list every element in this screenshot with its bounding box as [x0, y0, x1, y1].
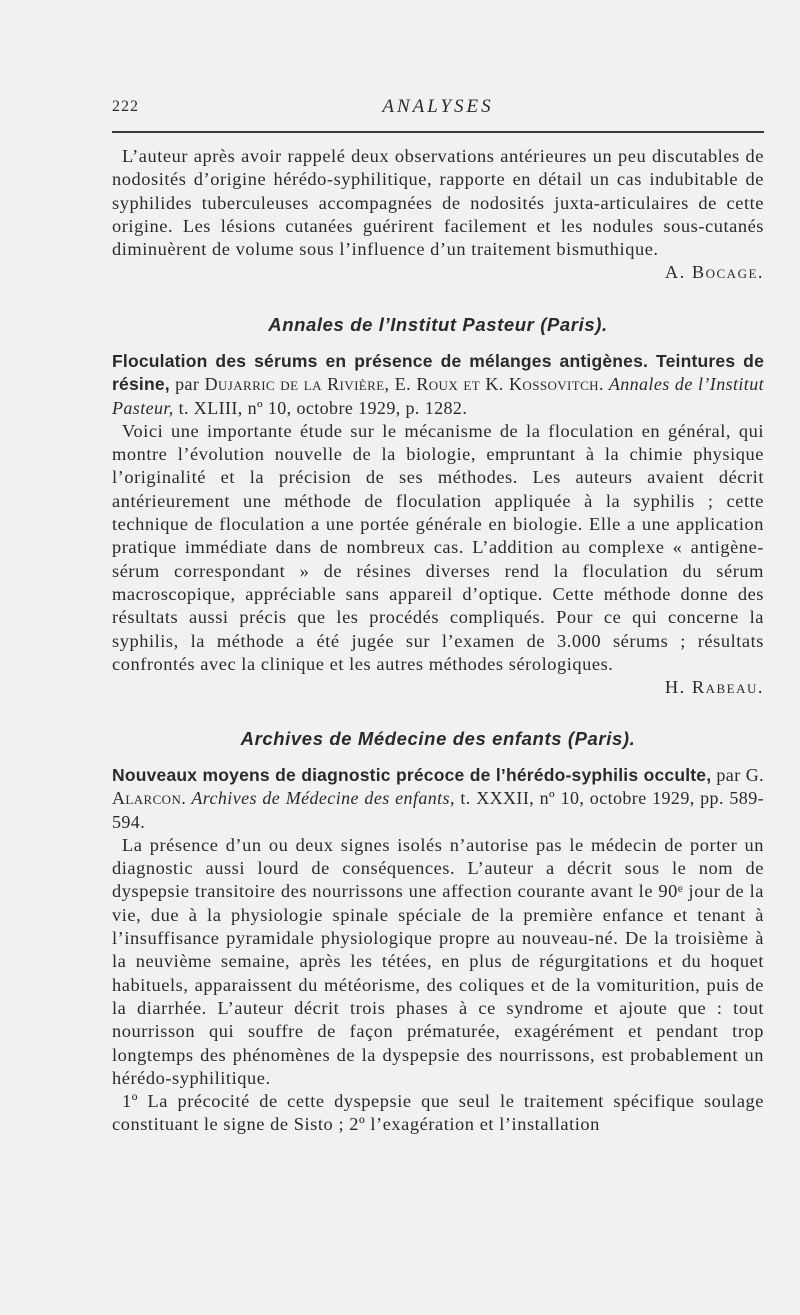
- journal-heading: Annales de l’Institut Pasteur (Paris).: [268, 314, 608, 335]
- running-title: ANALYSES: [382, 96, 494, 117]
- reference-par: par: [711, 765, 746, 785]
- review-paragraph: 1º La précocité de cette dyspepsie que seul le traitement spécifique soulage constituant le signe de Sisto ; 2º l’exagération et l’installation: [112, 1091, 764, 1135]
- article-reference: [112, 350, 764, 420]
- review-paragraph: [112, 145, 764, 283]
- journal-heading: Archives de Médecine des enfants (Paris).: [240, 728, 636, 749]
- reference-details: t. XLIII, nº 10, octobre 1929, p. 1282.: [173, 397, 468, 418]
- review-continuation: [112, 145, 764, 285]
- header-rule: [112, 131, 764, 133]
- review-paragraph: La présence d’un ou deux signes isolés n’autorise pas le médecin de porter un diagnostic aussi lourd de conséquences. L’auteur a décrit sous le nom de dyspepsie transitoire des nourrissons une affection courante avant le 90ᵉ jour de la vie, due à la physiologie spinale spéciale de la première enfance et tenant à l’insuffisance pyramidale physiologique propre au nouveau-né. De la troisième à la neuvième semaine, après les tétées, en plus de régurgitations et du hoquet habituels, apparaissent du météorisme, des coliques et de la vomiturition, puis de la diarrhée. L’auteur décrit trois phases à ce syndrome et ajoute que : tout nourrisson qui souffre de façon prématurée, exagérément et pendant trop longtemps des phénomènes de la dyspepsie des nourrissons, est probablement un hérédo-syphilitique.: [112, 834, 764, 1088]
- review-text: L’auteur après avoir rappelé deux observations antérieures un peu discutables de nodosités d’origine hérédo-syphilitique, rapporte en détail un cas indubitable de syphilides tuberculeuses accompagnées de nodosités juxta-articulaires de cette origine. Les lésions cutanées guérirent facilement et les nodules sous-cutanés diminuèrent de volume sous l’influence d’un traitement bismuthique.: [112, 146, 764, 260]
- article-title: Nouveaux moyens de diagnostic précoce de l’hérédo-syphilis occulte,: [112, 765, 712, 785]
- reference-par: par: [169, 374, 205, 395]
- article-authors: Dujarric de la Rivière, E. Roux et K. Kossovitch.: [204, 374, 604, 395]
- page-header: [112, 98, 764, 124]
- article-authors: G. Alarcon.: [112, 765, 764, 809]
- reviewer-signature: H. Rabeau.: [664, 677, 764, 698]
- reference-journal: Annales de l’Institut Pasteur,: [112, 374, 765, 418]
- article-reference: [112, 764, 764, 834]
- reviewer-signature: A. Bocage.: [664, 262, 764, 283]
- article-title: Floculation des sérums en présence de mélanges antigènes. Teintures de résine,: [112, 351, 764, 395]
- page-number: 222: [112, 98, 139, 115]
- reference-details: t. XXXII, nº 10, octobre 1929, pp. 589-594.: [112, 788, 764, 832]
- review-entry: [112, 764, 764, 1137]
- review-entry: [112, 350, 764, 699]
- reference-journal: Archives de Médecine des enfants,: [186, 788, 455, 809]
- review-paragraph: Voici une importante étude sur le mécanisme de la floculation en général, qui montre l’évolution nouvelle de la biologie, empruntant à la chimie physique l’originalité et la précision de ses méthodes. Les auteurs avaient décrit antérieurement une méthode de floculation appliquée à la syphilis ; cette technique de floculation a une portée générale en biologie. Elle a une application pratique immédiate dans de nombreux cas. L’addition au complexe « antigène-sérum correspondant » de résines diverses rend la floculation du sérum macroscopique, appréciable sans appareil d’optique. Cette méthode donne des résultats aussi précis que les procédés compliqués. Pour ce qui concerne la syphilis, la méthode a été jugée sur l’examen de 3.000 sérums ; résultats confrontés avec la clinique et les autres méthodes sérologiques.: [112, 420, 764, 674]
